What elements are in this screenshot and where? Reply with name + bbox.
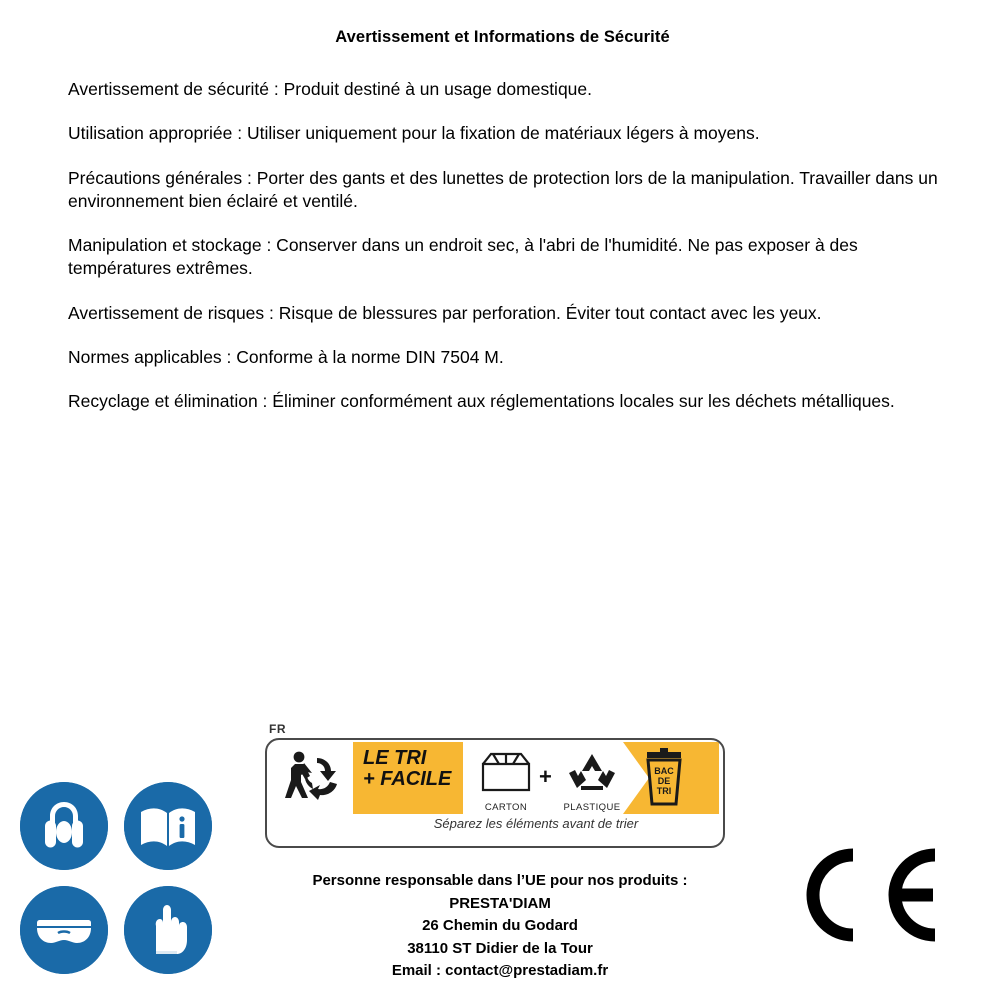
country-code-label: FR [269, 722, 286, 736]
paragraph-safety-warning: Avertissement de sécurité : Produit destiné à un usage domestique. [68, 79, 593, 99]
paragraph-proper-use: Utilisation appropriée : Utiliser uniquement pour la fixation de matériaux légers à moyens. [68, 123, 760, 144]
bin-icon [635, 748, 693, 808]
responsible-person-heading-eu: UE [525, 872, 546, 889]
paragraph-handling-storage: Manipulation et stockage : Conserver dans un endroit sec, à l'abri de l'humidité. Ne pas exposer à des températures extrêmes. [68, 235, 858, 279]
company-email: Email : contact@prestadiam.fr [391, 962, 609, 979]
eye-protection-icon [20, 886, 108, 974]
recycling-label-box [265, 738, 725, 848]
carton-box-icon [473, 746, 539, 796]
svg-text:BAC: BAC [654, 766, 674, 776]
safety-text-block [68, 78, 956, 434]
responsible-person-heading-prefix: Personne responsable dans l’ [312, 872, 526, 889]
paragraph-risk-warning: Avertissement de risques : Risque de blessures par perforation. Éviter tout contact avec les yeux. [68, 302, 822, 323]
recycle-triangle-icon [555, 746, 629, 796]
responsible-person-block [150, 870, 850, 983]
paragraph-recycling-disposal: Recyclage et élimination : Éliminer conformément aux réglementations locales sur les déchets métalliques. [68, 391, 895, 412]
carton-material [473, 746, 539, 812]
responsible-person-heading [150, 870, 850, 893]
recycling-footnote: Séparez les éléments avant de trier [433, 816, 639, 831]
carton-label: CARTON [484, 802, 528, 813]
plus-sign-label: + [539, 764, 552, 789]
paragraph-applicable-standards: Normes applicables : Conforme à la norme DIN 7504 M. [68, 346, 504, 367]
recycling-label [265, 722, 721, 844]
recycling-headline-line2: + FACILE [363, 768, 452, 790]
triman-icon [273, 744, 353, 812]
ce-mark-icon [795, 845, 955, 945]
responsible-person-heading-suffix: pour nos produits : [545, 872, 688, 889]
company-city: 38110 ST Didier de la Tour [407, 939, 593, 957]
plastique-material [555, 746, 629, 812]
recycling-headline-line1: LE TRI [363, 747, 427, 769]
recycling-headline [363, 748, 459, 790]
plastique-label: PLASTIQUE [563, 802, 621, 813]
svg-text:DE: DE [657, 776, 671, 786]
svg-text:TRI: TRI [656, 786, 672, 796]
company-name: PRESTA'DIAM [449, 894, 551, 912]
read-instructions-icon [124, 782, 212, 870]
page-title: Avertissement et Informations de Sécurité [335, 28, 670, 46]
ear-protection-icon [20, 782, 108, 870]
company-street: 26 Chemin du Godard [422, 917, 578, 934]
paragraph-general-precautions: Précautions générales : Porter des gants et des lunettes de protection lors de la manipulation. Travailler dans un environnement bien éclairé et ventilé. [68, 167, 938, 211]
